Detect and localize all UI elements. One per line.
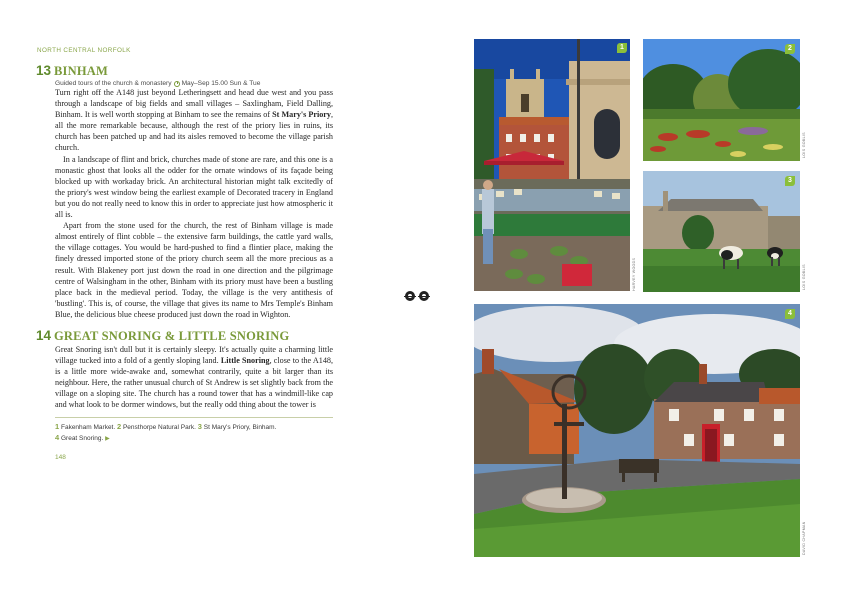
registration-mark-icon [405,291,415,301]
photo-credit: LOIS GOBLIS [802,132,806,158]
caption-line-1 [55,422,333,433]
caption-text: St Mary's Priory, Binham. [203,423,277,431]
paragraph [55,87,333,154]
text: Turn right off the A148 just beyond Letheringsett and head due west and you pass through a landscape of big fields and small villages – Saxlingham, Field Dalling, Binham. It is well worth stopping at Binham to see the remains of [55,88,333,120]
paragraph [55,344,333,411]
section-14-body [55,344,333,411]
village-green-scene [474,304,800,557]
photo-number-badge: 4 [785,309,795,319]
left-page [37,47,333,461]
highlight-st-marys-priory: St Mary's Priory [272,110,331,120]
clock-icon [174,81,180,87]
section-13-number: 13 [36,63,52,78]
region-label: NORTH CENTRAL NORFOLK [37,47,131,54]
caption-line-2 [55,433,333,444]
section-14-title: GREAT SNORING & LITTLE SNORING [54,328,290,343]
text: , all the more remarkable because, although the rest of the priory lies in ruins, its church has been patched up and had its aisles removed to become the village parish church. [55,110,333,153]
photo-pensthorpe [643,39,800,161]
section-14-number: 14 [36,327,52,343]
page-number: 148 [55,453,66,461]
photo-captions [55,422,333,444]
registration-marks [405,291,429,301]
caption-number: 1 [55,421,60,431]
photo-st-marys-priory [643,171,800,292]
priory-scene [643,171,800,292]
caption-text: Great Snoring. [60,434,104,442]
caption-divider [55,417,333,418]
registration-mark-icon [419,291,429,301]
market-scene [474,39,630,291]
caption-number: 3 [197,421,202,431]
triangle-right-icon: ▶ [105,435,110,442]
photo-number-badge: 2 [785,44,795,54]
section-14-heading [37,328,333,344]
section-13-body [55,87,333,320]
paragraph: Apart from the stone used for the church, the rest of Binham village is made almost entirely of flint cobble – the extensive farm buildings, the cattle yard walls, the village cottages. You would be hard-pushed to find a flintier place, making the finely dressed imported stone of the priory church seem all the more precious as a result. With Blakeney port just down the road in one direction and the pilgrimage centre of Walsingham in the other, Binham with its priory must have been a bustling place back in the medieval period. Today, the village is the very antithesis of 'bustling'. This is, of course, the village that gives its name to Mrs Temple's Binham Blue, the delicious blue cheese produced just down the road in Wighton. [55,221,333,319]
text: , close to the A148, is a little more wide-awake and, somewhat contrarily, quite a bit larger than its neighbour. Here, the rather unusual church of St Andrew is set slightly back from the village on a sloping site. The church has a round tower that has a windmill-like cap and what look to be dormer windows, but the really odd thing about the tower is [55,356,334,410]
photo-credit: DAVID CHAPMAN [802,521,806,555]
photo-great-snoring [474,304,800,557]
caption-number: 4 [55,432,60,442]
section-13-title: BINHAM [54,64,108,78]
paragraph: In a landscape of flint and brick, churches made of stone are rare, and this one is a monastic ghost that looks all the odder for the ornate windows of its façade being blocked up with workaday brick. An architectural historian might talk excitedly of the priory's west window being the earliest example of Decorated tracery in England but you do not really need to know this in order to appreciate just how atmospheric it all is. [55,154,333,220]
caption-text: Pensthorpe Natural Park. [122,423,196,431]
photo-number-badge: 1 [617,43,627,53]
photo-credit: LOIS GOBLIS [802,264,806,290]
section-13-subtitle [55,80,333,87]
photo-fakenham-market [474,39,630,291]
section-13-heading [37,63,333,79]
photo-number-badge: 3 [785,176,795,186]
park-scene [643,39,800,161]
caption-text: Fakenham Market. [60,423,116,431]
subtitle-hours: May–Sep 15.00 Sun & Tue [181,80,261,87]
text: Great Snoring isn't dull but it is certainly sleepy. It's actually quite a charming little village tucked into a fold of a gently sloping land. [55,344,333,366]
caption-number: 2 [116,421,122,431]
photo-credit: HARVEY WOODS [632,257,636,291]
highlight-little-snoring: Little Snoring [220,356,270,366]
subtitle-tours: Guided tours of the church & monastery [55,80,172,87]
